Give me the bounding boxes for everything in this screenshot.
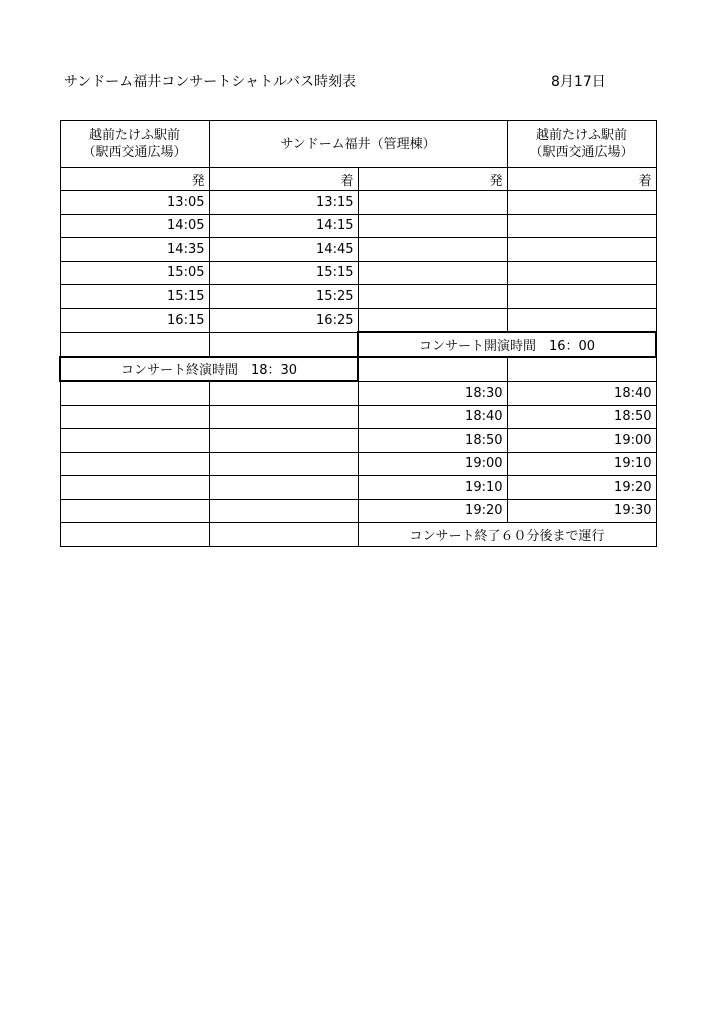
concert-start-note: コンサート開演時間 16：00 (358, 332, 656, 357)
table-row (60, 381, 656, 405)
concert-end-row (60, 357, 656, 382)
inbound-arrival: 19:00 (507, 429, 656, 453)
outbound-departure: 13:05 (60, 191, 209, 215)
concert-end-note: コンサート終演時間 18：30 (60, 357, 358, 382)
empty-cell (507, 238, 656, 262)
empty-cell (358, 308, 507, 332)
empty-cell (507, 191, 656, 215)
inbound-arrival: 18:40 (507, 381, 656, 405)
table-row (60, 308, 656, 332)
outbound-arrival: 14:45 (209, 238, 358, 262)
inbound-departure: 18:50 (358, 429, 507, 453)
inbound-departure: 18:40 (358, 405, 507, 429)
header-station-left-line2: （駅西交通広場） (82, 145, 187, 160)
empty-cell (209, 332, 358, 357)
empty-cell (60, 429, 209, 453)
table-row (60, 214, 656, 238)
empty-cell (358, 238, 507, 262)
table-row (60, 238, 656, 262)
empty-cell (60, 476, 209, 500)
document-title: サンドーム福井コンサートシャトルバス時刻表 (64, 74, 357, 90)
empty-cell (60, 381, 209, 405)
concert-start-row (60, 332, 656, 357)
timetable (59, 120, 657, 547)
outbound-arrival: 13:15 (209, 191, 358, 215)
empty-cell (60, 405, 209, 429)
table-row (60, 499, 656, 523)
inbound-arrival: 19:30 (507, 499, 656, 523)
empty-cell (209, 499, 358, 523)
inbound-arrival: 19:20 (507, 476, 656, 500)
table-row (60, 405, 656, 429)
header-station-left-line1: 越前たけふ駅前 (88, 128, 180, 143)
empty-cell (358, 261, 507, 285)
service-note-row (60, 523, 656, 547)
empty-cell (209, 381, 358, 405)
table-row (60, 285, 656, 309)
empty-cell (60, 332, 209, 357)
outbound-departure: 16:15 (60, 308, 209, 332)
subheader-depart: 発 (358, 168, 507, 191)
inbound-departure: 18:30 (358, 381, 507, 405)
outbound-departure: 15:05 (60, 261, 209, 285)
outbound-departure: 14:05 (60, 214, 209, 238)
empty-cell (209, 523, 358, 547)
header-row (60, 121, 656, 168)
empty-cell (209, 476, 358, 500)
outbound-arrival: 15:25 (209, 285, 358, 309)
inbound-departure: 19:00 (358, 452, 507, 476)
table-row (60, 452, 656, 476)
empty-cell (209, 429, 358, 453)
header-station-right-line2: （駅西交通広場） (529, 145, 634, 160)
empty-cell (358, 214, 507, 238)
inbound-departure: 19:10 (358, 476, 507, 500)
empty-cell (507, 285, 656, 309)
header-station-left (60, 121, 209, 168)
empty-cell (209, 405, 358, 429)
empty-cell (209, 452, 358, 476)
subheader-row (60, 168, 656, 191)
empty-cell (358, 191, 507, 215)
empty-cell (358, 357, 507, 382)
empty-cell (507, 308, 656, 332)
inbound-arrival: 19:10 (507, 452, 656, 476)
table-row (60, 476, 656, 500)
empty-cell (60, 452, 209, 476)
subheader-depart: 発 (60, 168, 209, 191)
header-station-right (507, 121, 656, 168)
subheader-arrive: 着 (507, 168, 656, 191)
document-date: 8月17日 (551, 74, 606, 90)
header-station-right-line1: 越前たけふ駅前 (536, 128, 628, 143)
empty-cell (358, 285, 507, 309)
outbound-arrival: 14:15 (209, 214, 358, 238)
table-row (60, 261, 656, 285)
empty-cell (60, 499, 209, 523)
service-note: コンサート終了６０分後まで運行 (358, 523, 656, 547)
outbound-departure: 14:35 (60, 238, 209, 262)
empty-cell (507, 214, 656, 238)
empty-cell (507, 357, 656, 382)
outbound-arrival: 15:15 (209, 261, 358, 285)
inbound-departure: 19:20 (358, 499, 507, 523)
empty-cell (60, 523, 209, 547)
table-row (60, 191, 656, 215)
table-row (60, 429, 656, 453)
inbound-arrival: 18:50 (507, 405, 656, 429)
outbound-departure: 15:15 (60, 285, 209, 309)
header-station-center: サンドーム福井（管理棟） (209, 121, 507, 168)
empty-cell (507, 261, 656, 285)
outbound-arrival: 16:25 (209, 308, 358, 332)
subheader-arrive: 着 (209, 168, 358, 191)
